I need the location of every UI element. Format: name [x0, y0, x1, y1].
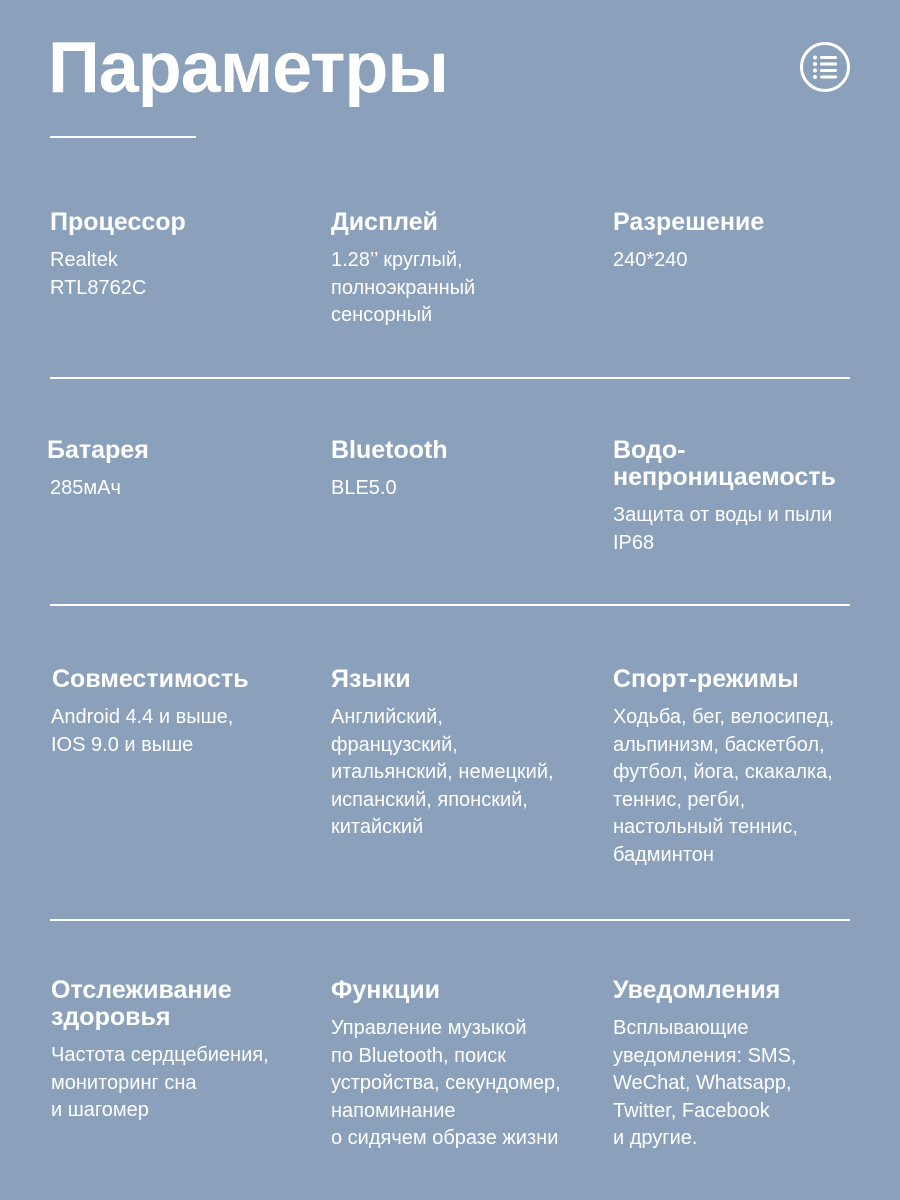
spec-label: Водо- непроницаемость	[613, 436, 836, 491]
spec-sport-modes	[613, 666, 893, 869]
divider	[50, 377, 850, 379]
spec-label: Совместимость	[52, 665, 249, 693]
spec-value: 285мАч	[50, 477, 121, 499]
spec-value: 240*240	[613, 249, 688, 271]
spec-health-tracking	[51, 977, 316, 1125]
spec-label: Отслеживание здоровья	[51, 976, 232, 1031]
spec-value: Ходьба, бег, велосипед, альпинизм, баскетбол, футбол, йога, скакалка, теннис, регби, настольный теннис, бадминтон	[613, 706, 835, 866]
spec-label: Спорт-режимы	[613, 665, 799, 693]
spec-value: Английский, французский, итальянский, немецкий, испанский, японский, китайский	[331, 706, 554, 838]
spec-label: Разрешение	[613, 208, 765, 236]
spec-label: Батарея	[47, 436, 149, 464]
spec-label: Уведомления	[613, 976, 781, 1004]
spec-value: BLE5.0	[331, 477, 397, 499]
divider	[50, 604, 850, 606]
spec-label: Процессор	[50, 208, 186, 236]
list-circle-icon[interactable]	[800, 42, 850, 92]
page-title: Параметры	[48, 28, 448, 108]
spec-value: 1.28’’ круглый, полноэкранный сенсорный	[331, 249, 476, 326]
spec-value: Защита от воды и пыли IP68	[613, 504, 833, 554]
spec-resolution	[613, 209, 893, 275]
spec-label: Функции	[331, 976, 440, 1004]
spec-value: Управление музыкой по Bluetooth, поиск устройства, секундомер, напоминание о сидячем образе жизни	[331, 1017, 561, 1149]
spec-label: Bluetooth	[331, 436, 448, 464]
spec-bluetooth	[331, 437, 596, 503]
spec-processor	[50, 209, 315, 302]
spec-value: Частота сердцебиения, мониторинг сна и шагомер	[51, 1044, 269, 1121]
spec-languages	[331, 666, 596, 842]
spec-value: Android 4.4 и выше, IOS 9.0 и выше	[51, 706, 234, 756]
spec-value: Всплывающие уведомления: SMS, WeChat, Whatsapp, Twitter, Facebook и другие.	[613, 1017, 797, 1149]
spec-functions	[331, 977, 596, 1153]
title-underline	[50, 136, 196, 138]
spec-waterproof	[613, 437, 893, 557]
spec-compatibility	[52, 666, 317, 759]
spec-display	[331, 209, 596, 330]
spec-label: Дисплей	[331, 208, 439, 236]
divider	[50, 919, 850, 921]
spec-label: Языки	[331, 665, 411, 693]
spec-notifications	[613, 977, 893, 1153]
spec-battery	[47, 437, 312, 503]
spec-value: Realtek RTL8762C	[50, 249, 147, 299]
